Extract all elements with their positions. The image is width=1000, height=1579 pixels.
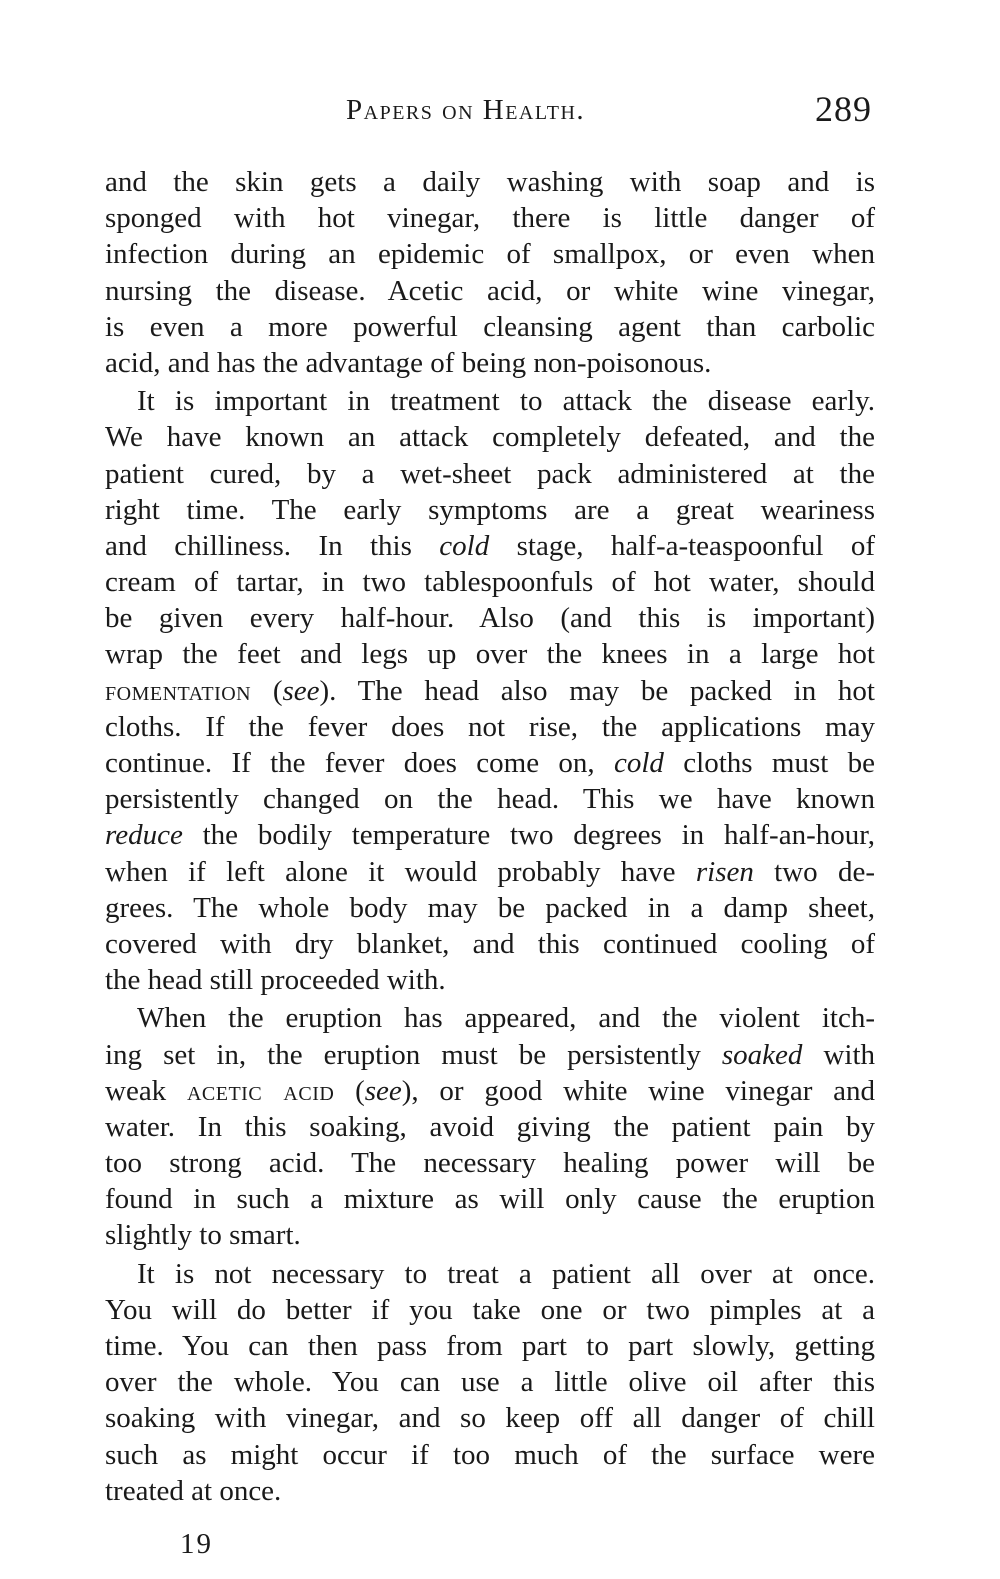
- paragraph-2: [105, 383, 875, 998]
- text-run: cloths must be: [663, 747, 875, 779]
- text-line: be given every half-hour. Also (and this is important): [105, 602, 875, 635]
- text-run: ). The head also may be packed in hot: [319, 674, 875, 707]
- italic-text: cold: [614, 747, 664, 779]
- text-run: ), or good white wine vinegar and: [401, 1074, 875, 1107]
- text-line: [105, 673, 875, 709]
- paragraph-4: [105, 1256, 875, 1509]
- text-line: treated at once.: [105, 1474, 282, 1507]
- text-run: (: [334, 1074, 365, 1107]
- text-line: covered with dry blanket, and this continued cooling of: [105, 927, 875, 960]
- text-line: [105, 817, 875, 853]
- text-run: and chilliness. In this: [105, 529, 440, 562]
- text-line: nursing the disease. Acetic acid, or white wine vinegar,: [105, 274, 875, 307]
- text-line: cloths. If the fever does not rise, the applications may: [105, 710, 875, 743]
- text-line: grees. The whole body may be packed in a damp sheet,: [105, 891, 875, 924]
- text-line: We have known an attack completely defeated, and the: [105, 421, 875, 454]
- italic-text: risen: [695, 855, 754, 888]
- text-line: too strong acid. The necessary healing power will be: [105, 1147, 875, 1180]
- text-line: acid, and has the advantage of being non-poisonous.: [105, 346, 712, 379]
- italic-text: see: [282, 674, 320, 707]
- italic-text: reduce: [105, 819, 183, 852]
- text-line: such as might occur if too much of the surface were: [105, 1438, 875, 1471]
- text-line: [105, 854, 875, 890]
- text-line: is even a more powerful cleansing agent than carbolic: [105, 310, 875, 343]
- text-line: right time. The early symptoms are a great weariness: [105, 493, 875, 526]
- text-line: persistently changed on the head. This we have known: [105, 783, 875, 816]
- text-run: two de-: [753, 855, 875, 888]
- text-run: (: [251, 674, 283, 707]
- text-line: [105, 745, 875, 781]
- text-line: water. In this soaking, avoid giving the patient pain by: [105, 1110, 875, 1143]
- text-line: infection during an epidemic of smallpox, or even when: [105, 238, 875, 271]
- text-run: stage, half-a-teaspoonful of: [489, 529, 875, 562]
- text-line: [105, 1073, 875, 1109]
- small-caps-text: acetic acid: [186, 1074, 335, 1107]
- running-head-title: Papers on Health.: [346, 94, 586, 126]
- text-run: when if left alone it would probably have: [105, 855, 696, 888]
- text-line: It is not necessary to treat a patient all over at once.: [137, 1257, 875, 1290]
- text-line: [105, 528, 875, 564]
- text-line: It is important in treatment to attack the disease early.: [137, 385, 875, 418]
- text-line: and the skin gets a daily washing with soap and is: [105, 166, 875, 198]
- text-line: found in such a mixture as will only cause the eruption: [105, 1183, 875, 1216]
- text-run: with: [802, 1038, 875, 1071]
- text-line: slightly to smart.: [105, 1219, 301, 1252]
- text-line: cream of tartar, in two tablespoonfuls of hot water, should: [105, 566, 875, 599]
- text-line: soaking with vinegar, and so keep off all danger of chill: [105, 1402, 875, 1435]
- text-line: patient cured, by a wet-sheet pack administered at the: [105, 457, 875, 490]
- running-head: [0, 88, 1000, 138]
- text-run: continue. If the fever does come on,: [105, 747, 614, 779]
- text-line: You will do better if you take one or two pimples at a: [105, 1293, 875, 1326]
- paragraph-1: [105, 164, 875, 381]
- italic-text: soaked: [721, 1038, 803, 1071]
- text-line: the head still proceeded with.: [105, 964, 446, 997]
- text-line: wrap the feet and legs up over the knees in a large hot: [105, 638, 875, 671]
- signature-mark: 19: [180, 1528, 213, 1560]
- small-caps-text: fomentation: [105, 674, 252, 707]
- text-run: ing set in, the eruption must be persistently: [105, 1038, 722, 1071]
- text-line: When the eruption has appeared, and the violent itch-: [137, 1002, 875, 1035]
- text-line: [105, 1037, 875, 1073]
- body-text: [105, 164, 875, 1509]
- text-run: the bodily temperature two degrees in half-an-hour,: [182, 819, 875, 852]
- text-run: weak: [105, 1074, 187, 1107]
- page-number: 289: [815, 89, 872, 129]
- italic-text: cold: [439, 529, 490, 562]
- italic-text: see: [364, 1074, 402, 1107]
- text-line: sponged with hot vinegar, there is little danger of: [105, 202, 875, 235]
- paragraph-3: [105, 1000, 875, 1253]
- text-line: over the whole. You can use a little olive oil after this: [105, 1366, 875, 1399]
- text-line: time. You can then pass from part to part slowly, getting: [105, 1330, 875, 1362]
